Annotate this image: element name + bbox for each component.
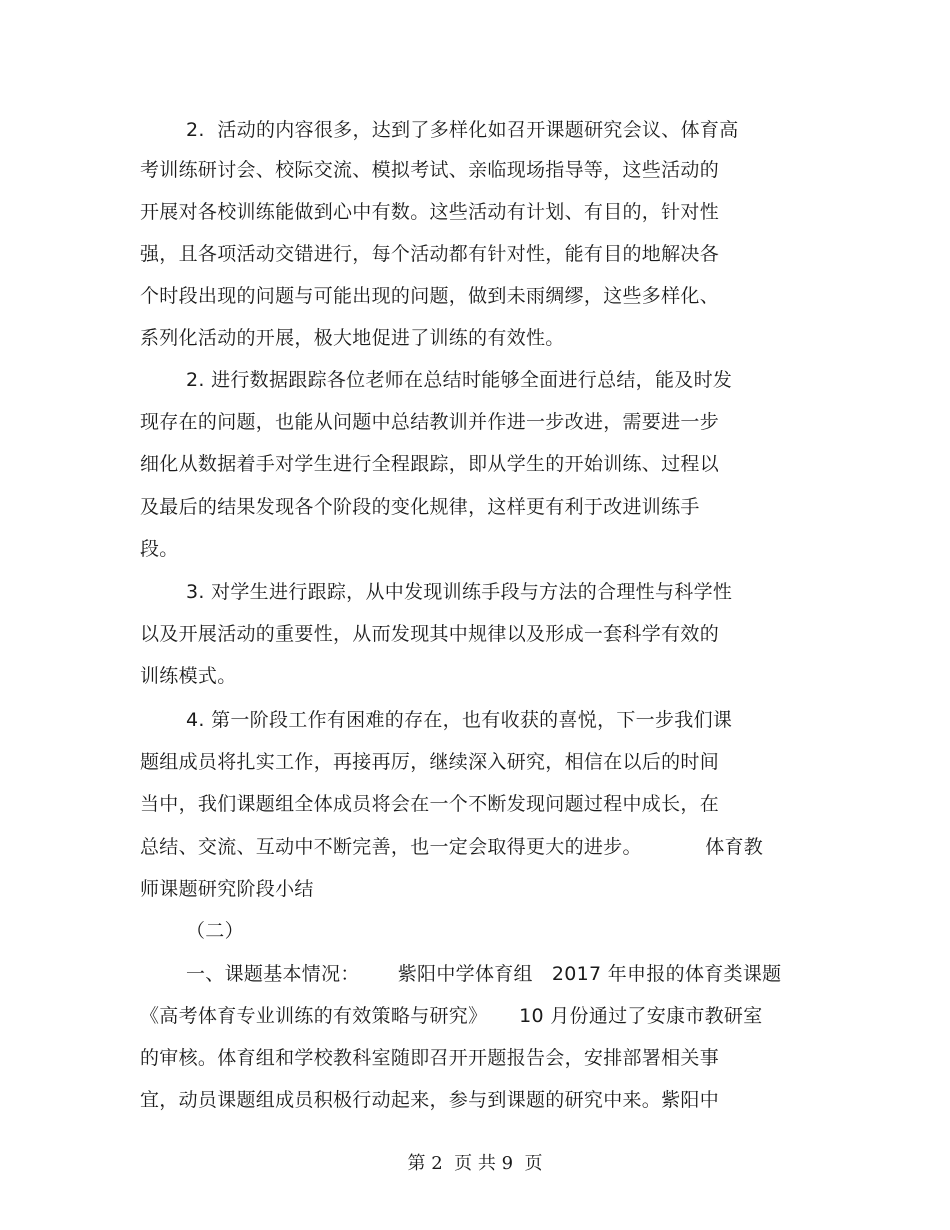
paragraph-3-line-1: 3. 对学生进行跟踪，从中发现训练手段与方法的合理性与科学性 — [186, 581, 733, 603]
paragraph-5-line-1: 一、课题基本情况： 紫阳中学体育组 2017 年申报的体育类课题 — [186, 963, 782, 985]
paragraph-4-line-4: 总结、交流、互动中不断完善，也一定会取得更大的进步。 体育教 — [140, 836, 764, 858]
paragraph-4-line-3: 当中，我们课题组全体成员将会在一个不断发现问题过程中成长，在 — [140, 793, 720, 815]
paragraph-3-line-2: 以及开展活动的重要性，从而发现其中规律以及形成一套科学有效的 — [140, 623, 720, 645]
paragraph-3-line-3: 训练模式。 — [140, 665, 237, 687]
paragraph-2-line-5: 段。 — [140, 538, 179, 560]
paragraph-1-line-1: 2. 活动的内容很多，达到了多样化如召开课题研究会议、体育高 — [186, 119, 739, 141]
page-number-footer: 第 2 页 共 9 页 — [407, 1153, 543, 1174]
paragraph-1-line-3: 开展对各校训练能做到心中有数。这些活动有计划、有目的，针对性 — [140, 201, 720, 223]
paragraph-1-line-6: 系列化活动的开展，极大地促进了训练的有效性。 — [140, 327, 565, 349]
paragraph-2-line-1: 2. 进行数据跟踪各位老师在总结时能够全面进行总结，能及时发 — [186, 369, 733, 391]
paragraph-4-line-1: 4. 第一阶段工作有困难的存在，也有收获的喜悦，下一步我们课 — [186, 709, 733, 731]
paragraph-4-line-5: 师课题研究阶段小结 — [140, 878, 314, 900]
paragraph-4-line-2: 题组成员将扎实工作，再接再厉，继续深入研究，相信在以后的时间 — [140, 751, 720, 773]
paragraph-5-line-2: 《高考体育专业训练的有效策略与研究》 10 月份通过了安康市教研室 — [140, 1005, 763, 1027]
paragraph-5-line-3: 的审核。体育组和学校教科室随即召开开题报告会，安排部署相关事 — [140, 1047, 720, 1069]
paragraph-2-line-3: 细化从数据着手对学生进行全程跟踪，即从学生的开始训练、过程以 — [140, 453, 720, 475]
paragraph-2-line-2: 现存在的问题，也能从问题中总结教训并作进一步改进，需要进一步 — [140, 411, 720, 433]
section-marker: （二） — [186, 920, 244, 942]
paragraph-1-line-5: 个时段出现的问题与可能出现的问题，做到未雨绸缪，这些多样化、 — [140, 285, 720, 307]
paragraph-2-line-4: 及最后的结果发现各个阶段的变化规律，这样更有利于改进训练手 — [140, 496, 700, 518]
paragraph-1-line-2: 考训练研讨会、校际交流、模拟考试、亲临现场指导等，这些活动的 — [140, 159, 720, 181]
paragraph-5-line-4: 宜，动员课题组成员积极行动起来，参与到课题的研究中来。紫阳中 — [140, 1089, 720, 1111]
paragraph-1-line-4: 强，且各项活动交错进行，每个活动都有针对性，能有目的地解决各 — [140, 243, 720, 265]
